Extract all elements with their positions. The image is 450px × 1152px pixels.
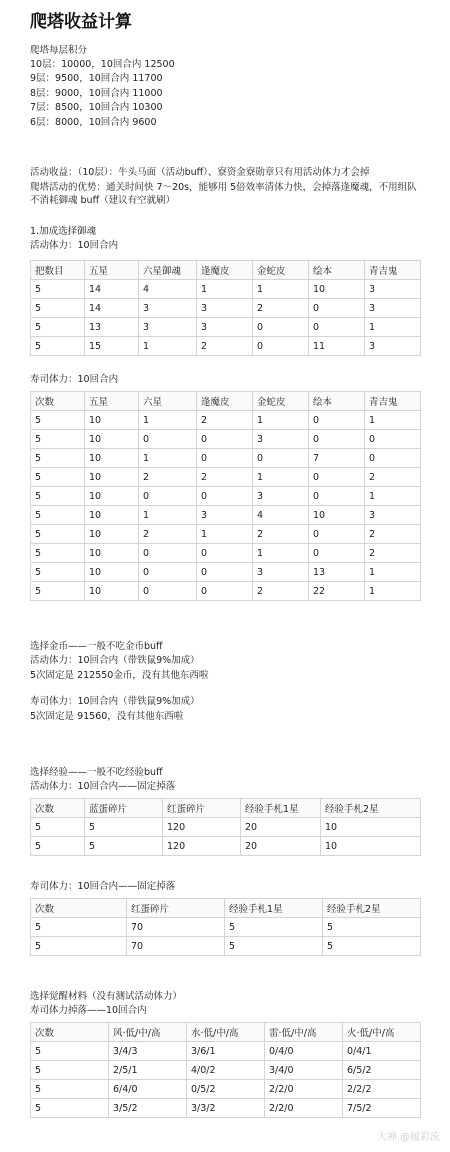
table-cell: 2 [253,525,309,544]
table-header-cell: 绘本 [309,392,365,411]
table-cell: 0 [365,449,421,468]
table-cell: 0 [139,582,197,601]
table-header-cell: 经验手札2星 [321,799,421,818]
gold-line: 活动体力：10回合内（带铁鼠9%加成） [30,655,200,666]
table-cell: 5 [323,918,421,937]
table-header-cell: 绘本 [309,261,365,280]
table-row [31,468,421,487]
table-cell: 14 [85,299,139,318]
table-cell: 3/3/2 [187,1099,265,1118]
table-cell: 10 [85,563,139,582]
table-cell: 5 [31,280,85,299]
table-header-cell: 雷·低/中/高 [265,1023,343,1042]
table-row [31,837,421,856]
table-cell: 10 [321,818,421,837]
table-cell: 5 [225,918,323,937]
table-cell: 10 [85,487,139,506]
table-cell: 0 [309,468,365,487]
table-cell: 1 [197,525,253,544]
table-cell: 10 [85,468,139,487]
table-header-row [31,799,421,818]
table-cell: 1 [139,337,197,356]
table-cell: 0 [309,318,365,337]
table-cell: 0/4/1 [343,1042,421,1061]
table-header-cell: 青吉鬼 [365,261,421,280]
page-title: 爬塔收益计算 [30,12,132,32]
soul-activity-table [30,260,421,356]
table-cell: 5 [31,525,85,544]
activity-advantage-line: 爬塔活动的优势：通关时间快 7～20s，能够用 5倍效率清体力快，会掉落逢魔魂，不用组队不消耗御魂 buff（建议有空就刷） [30,182,417,206]
table-cell: 20 [241,837,321,856]
table-cell: 10 [85,525,139,544]
table-cell: 0 [309,525,365,544]
table-row [31,818,421,837]
table-cell: 5 [85,818,163,837]
table-header-row [31,392,421,411]
table-cell: 2 [365,525,421,544]
table-cell: 3 [365,506,421,525]
table-cell: 3/5/2 [109,1099,187,1118]
table-header-cell: 经验手札1星 [241,799,321,818]
table-cell: 5 [31,468,85,487]
table-row [31,1080,421,1099]
watermark: 大神 @履彩流 [376,1132,440,1143]
table-cell: 7/5/2 [343,1099,421,1118]
table-cell: 1 [253,544,309,563]
table-row [31,299,421,318]
awaken-subheading: 寿司体力掉落——10回合内 [30,1005,147,1016]
section-subheading: 寿司体力：10回合内 [30,374,119,385]
table-cell: 2/2/2 [343,1080,421,1099]
table-cell: 1 [365,411,421,430]
table-row [31,918,421,937]
table-cell: 5 [85,837,163,856]
table-header-cell: 金蛇皮 [253,392,309,411]
table-cell: 3 [253,487,309,506]
gold-heading: 选择金币——一般不吃金币buff [30,641,163,652]
table-cell: 2 [365,468,421,487]
table-cell: 3 [197,318,253,337]
table-cell: 5 [31,837,85,856]
table-cell: 2 [253,582,309,601]
table-cell: 5 [323,937,421,956]
table-cell: 5 [31,299,85,318]
table-cell: 2 [197,411,253,430]
table-cell: 120 [163,818,241,837]
floor-points-line: 6层：8000，10回合内 9600 [30,117,157,128]
table-row [31,1061,421,1080]
table-header-row [31,261,421,280]
table-row [31,487,421,506]
table-row [31,1099,421,1118]
table-cell: 0 [309,430,365,449]
gold-line: 5次固定是 212550金币，没有其他东西啦 [30,670,209,681]
table-cell: 0 [253,318,309,337]
table-row [31,937,421,956]
table-cell: 5 [31,1080,109,1099]
table-cell: 0 [139,487,197,506]
table-cell: 0 [139,430,197,449]
table-cell: 14 [85,280,139,299]
table-row [31,582,421,601]
table-row [31,525,421,544]
table-cell: 0 [197,544,253,563]
table-cell: 2 [197,468,253,487]
table-cell: 10 [85,544,139,563]
table-cell: 70 [127,937,225,956]
table-cell: 10 [309,280,365,299]
exp-heading: 选择经验——一般不吃经验buff [30,767,163,778]
table-cell: 1 [253,411,309,430]
table-cell: 1 [365,318,421,337]
table-header-cell: 六星御魂 [139,261,197,280]
table-cell: 10 [309,506,365,525]
table-cell: 0/5/2 [187,1080,265,1099]
table-row [31,506,421,525]
section-heading: 1.加成选择御魂 [30,226,97,237]
table-cell: 2 [365,544,421,563]
table-cell: 5 [31,582,85,601]
table-row [31,411,421,430]
floor-points-line: 7层：8500，10回合内 10300 [30,102,163,113]
table-cell: 3 [365,280,421,299]
table-cell: 5 [31,449,85,468]
activity-reward-line: 活动收益：（10层）：牛头马面（活动buff）、寮资金寮勋章只有用活动体力才会掉 [30,167,370,178]
table-cell: 2/2/0 [265,1080,343,1099]
exp-sushi-subheading: 寿司体力：10回合内——固定掉落 [30,881,176,892]
table-row [31,280,421,299]
table-cell: 2 [139,468,197,487]
table-header-cell: 六星 [139,392,197,411]
table-cell: 5 [31,337,85,356]
table-cell: 2/2/0 [265,1099,343,1118]
table-cell: 5 [225,937,323,956]
gold-line: 寿司体力：10回合内（带铁鼠9%加成） [30,696,200,707]
table-header-cell: 逢魔皮 [197,261,253,280]
floor-points-line: 8层：9000，10回合内 11000 [30,88,163,99]
table-cell: 4 [139,280,197,299]
table-header-row [31,899,421,918]
table-cell: 5 [31,937,127,956]
table-header-row [31,1023,421,1042]
table-header-cell: 把数目 [31,261,85,280]
table-cell: 0/4/0 [265,1042,343,1061]
table-cell: 5 [31,544,85,563]
table-cell: 3 [365,299,421,318]
table-row [31,449,421,468]
table-row [31,337,421,356]
table-cell: 10 [85,449,139,468]
table-cell: 3 [365,337,421,356]
table-cell: 5 [31,487,85,506]
section-subheading: 活动体力：10回合内 [30,240,119,251]
table-cell: 1 [365,582,421,601]
table-header-cell: 青吉鬼 [365,392,421,411]
table-cell: 5 [31,1042,109,1061]
table-row [31,544,421,563]
table-cell: 3 [139,299,197,318]
table-cell: 13 [309,563,365,582]
table-cell: 10 [85,582,139,601]
floor-points-heading: 爬塔每层积分 [30,45,88,56]
table-cell: 3/6/1 [187,1042,265,1061]
floor-points-line: 10层：10000，10回合内 12500 [30,59,175,70]
table-cell: 0 [365,430,421,449]
table-cell: 0 [309,544,365,563]
table-cell: 13 [85,318,139,337]
table-cell: 11 [309,337,365,356]
table-header-cell: 风·低/中/高 [109,1023,187,1042]
exp-sushi-table [30,898,421,956]
table-cell: 7 [309,449,365,468]
table-cell: 2 [253,299,309,318]
table-cell: 2 [197,337,253,356]
exp-subheading: 活动体力：10回合内——固定掉落 [30,781,176,792]
table-cell: 3/4/3 [109,1042,187,1061]
table-cell: 10 [321,837,421,856]
table-header-cell: 经验手札1星 [225,899,323,918]
table-header-cell: 金蛇皮 [253,261,309,280]
table-cell: 6/4/0 [109,1080,187,1099]
table-cell: 20 [241,818,321,837]
table-cell: 3/4/0 [265,1061,343,1080]
table-cell: 1 [365,487,421,506]
table-cell: 0 [253,449,309,468]
table-cell: 10 [85,430,139,449]
table-cell: 5 [31,818,85,837]
table-header-cell: 水·低/中/高 [187,1023,265,1042]
table-cell: 4 [253,506,309,525]
gold-line: 5次固定是 91560，没有其他东西啦 [30,711,184,722]
table-header-cell: 红蛋碎片 [127,899,225,918]
table-cell: 0 [139,563,197,582]
table-header-cell: 次数 [31,1023,109,1042]
table-cell: 1 [197,280,253,299]
table-header-cell: 次数 [31,392,85,411]
table-cell: 15 [85,337,139,356]
table-cell: 1 [253,468,309,487]
table-cell: 0 [309,299,365,318]
table-cell: 2/5/1 [109,1061,187,1080]
table-header-cell: 次数 [31,899,127,918]
table-cell: 0 [197,449,253,468]
table-cell: 5 [31,318,85,337]
table-cell: 5 [31,1099,109,1118]
table-header-cell: 逢魔皮 [197,392,253,411]
table-cell: 10 [85,506,139,525]
table-cell: 0 [139,544,197,563]
table-cell: 10 [85,411,139,430]
soul-sushi-table [30,391,421,601]
table-cell: 120 [163,837,241,856]
floor-points-line: 9层：9500，10回合内 11700 [30,73,163,84]
table-cell: 6/5/2 [343,1061,421,1080]
table-cell: 0 [197,582,253,601]
exp-activity-table [30,798,421,856]
table-cell: 3 [139,318,197,337]
table-header-cell: 火·低/中/高 [343,1023,421,1042]
table-cell: 5 [31,411,85,430]
table-row [31,563,421,582]
table-cell: 1 [139,411,197,430]
table-cell: 3 [197,506,253,525]
table-cell: 1 [365,563,421,582]
table-header-cell: 五星 [85,261,139,280]
table-cell: 0 [197,487,253,506]
table-cell: 3 [197,299,253,318]
table-cell: 5 [31,918,127,937]
table-row [31,430,421,449]
table-cell: 70 [127,918,225,937]
table-cell: 1 [253,280,309,299]
table-cell: 0 [197,563,253,582]
table-row [31,318,421,337]
table-cell: 5 [31,563,85,582]
table-cell: 5 [31,506,85,525]
table-cell: 5 [31,1061,109,1080]
table-cell: 0 [309,411,365,430]
awaken-heading: 选择觉醒材料（没有测试活动体力） [30,991,183,1002]
table-header-cell: 次数 [31,799,85,818]
table-row [31,1042,421,1061]
table-header-cell: 红蛋碎片 [163,799,241,818]
table-cell: 22 [309,582,365,601]
table-header-cell: 经验手札2星 [323,899,421,918]
table-cell: 2 [139,525,197,544]
table-cell: 3 [253,563,309,582]
table-cell: 1 [139,506,197,525]
table-header-cell: 蓝蛋碎片 [85,799,163,818]
table-cell: 0 [197,430,253,449]
table-cell: 3 [253,430,309,449]
table-cell: 0 [253,337,309,356]
table-cell: 5 [31,430,85,449]
table-cell: 1 [139,449,197,468]
table-header-cell: 五星 [85,392,139,411]
table-cell: 4/0/2 [187,1061,265,1080]
awaken-table [30,1022,421,1118]
table-cell: 0 [309,487,365,506]
